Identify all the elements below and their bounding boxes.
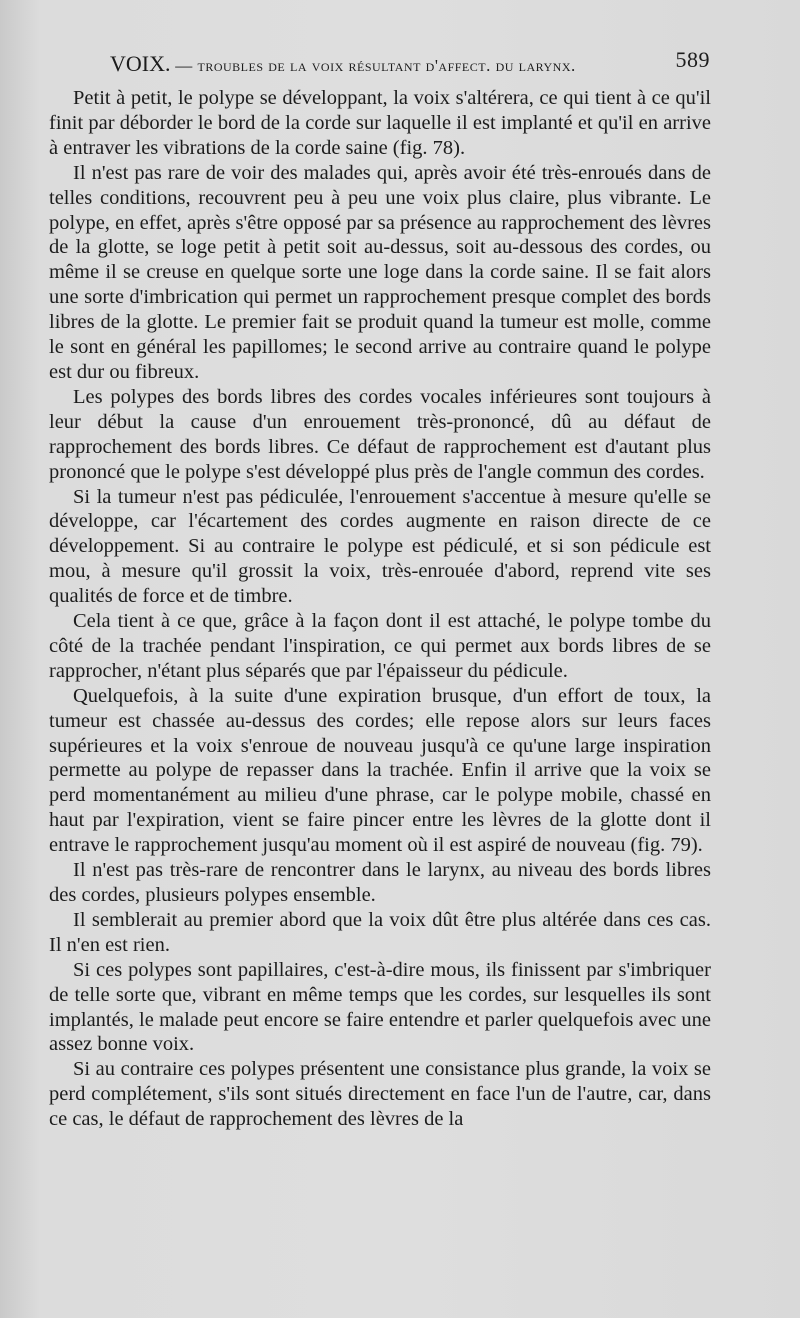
paragraph: Il semblerait au premier abord que la voix dût être plus altérée dans ces cas. Il n'en est rien. [49,908,711,956]
paragraph: Cela tient à ce que, grâce à la façon dont il est attaché, le polype tombe du côté de la trachée pendant l'inspiration, ce qui permet aux bords libres de se rapprocher, n'étant plus séparés que par l'épaisseur du pédicule. [49,610,711,682]
paragraph: Il n'est pas rare de voir des malades qui, après avoir été très-enroués dans de telles conditions, recouvrent peu à peu une voix plus claire, plus vibrante. Le polype, en effet, après s'être opposé par sa présence au rapprochement des lèvres de la glotte, se loge petit à petit soit au-dessus, soit au-dessous des cordes, ou même il se creuse en quelque sorte une loge dans la corde saine. Il se fait alors une sorte d'imbrication qui permet un rapprochement presque complet des bords libres de la glotte. Le premier fait se produit quand la tumeur est molle, comme le sont en général les papillomes; le second arrive au contraire quand le polype est dur ou fibreux. [49,161,711,383]
paragraph: Quelquefois, à la suite d'une expiration brusque, d'un effort de toux, la tumeur est chassée au-dessus des cordes; elle repose alors sur leurs faces supérieures et la voix s'enroue de nouveau jusqu'à ce qu'une large inspiration permette au polype de repasser dans la trachée. Enfin il arrive que la voix se perd momentanément au milieu d'une phrase, car le polype mobile, chassé en haut par l'expiration, vient se faire pincer entre les lèvres de la glotte dont il entrave le rapprochement jusqu'au moment où il est aspiré de nouveau (fig. 79). [49,684,711,857]
running-title [110,51,576,77]
paragraph: Il n'est pas très-rare de rencontrer dans le larynx, au niveau des bords libres des cordes, plusieurs polypes ensemble. [49,859,711,906]
body-text [49,86,711,1132]
paragraph: Les polypes des bords libres des cordes vocales inférieures sont toujours à leur début la cause d'un enrouement très-prononcé, dû au défaut de rapprochement des bords libres. Ce défaut de rapprochement est d'autant plus prononcé que le polype s'est développé plus près de l'angle commun des cordes. [49,385,711,483]
paragraph: Petit à petit, le polype se développant, la voix s'altérera, ce qui tient à ce qu'il finit par déborder le bord de la corde sur laquelle il est implanté et qu'il en arrive à entraver les vibrations de la corde saine (fig. 78). [49,87,711,159]
paragraph: Si au contraire ces polypes présentent une consistance plus grande, la voix se perd complétement, s'ils sont situés directement en face l'un de l'autre, car, dans ce cas, le défaut de rapprochement des lèvres de la [49,1058,711,1131]
running-title-rest: — troubles de la voix résultant d'affect. du larynx. [170,56,576,75]
paragraph: Si ces polypes sont papillaires, c'est-à-dire mous, ils finissent par s'imbriquer de telle sorte que, vibrant en même temps que les cordes, sur lesquelles ils sont implantés, le malade peut encore se faire entendre et parler quelquefois avec une assez bonne voix. [49,958,711,1056]
running-title-main: VOIX. [110,51,171,76]
paragraph: Si la tumeur n'est pas pédiculée, l'enrouement s'accentue à mesure qu'elle se développe, car l'écartement des cordes augmente en raison directe de ce développement. Si au contraire le polype est pédiculé, et si son pédicule est mou, à mesure qu'il grossit la voix, très-enrouée d'abord, reprend vite ses qualités de force et de timbre. [49,485,711,608]
running-header [110,47,710,77]
page-number: 589 [675,47,710,72]
